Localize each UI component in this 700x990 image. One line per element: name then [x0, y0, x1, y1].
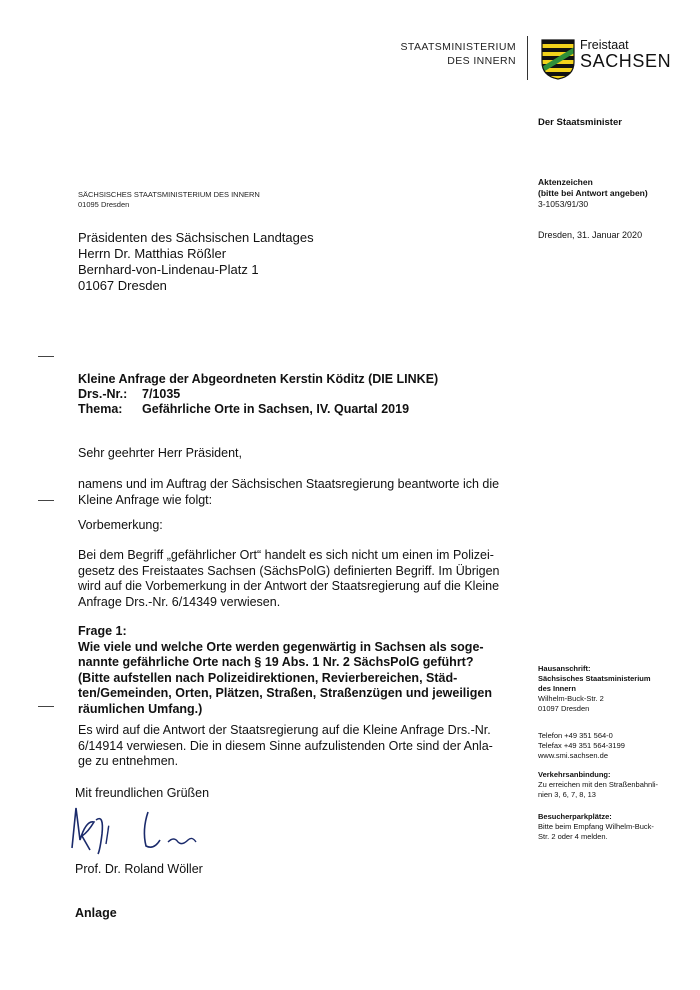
- vorbemerkung-label: Vorbemerkung:: [78, 518, 163, 532]
- letter-date: Dresden, 31. Januar 2020: [538, 230, 643, 240]
- frage-label: Frage 1:: [78, 624, 127, 638]
- antwort-line-1: Es wird auf die Antwort der Staatsregierung auf die Kleine Anfrage Drs.-Nr.: [78, 723, 491, 737]
- ministry-line-2: DES INNERN: [447, 55, 516, 67]
- intro-line-2: Kleine Anfrage wie folgt:: [78, 492, 213, 507]
- recipient-line: 01067 Dresden: [78, 278, 167, 293]
- aktenzeichen-label: Aktenzeichen: [538, 177, 593, 187]
- frage-line-2: nannte gefährliche Orte nach § 19 Abs. 1 Nr. 2 SächsPolG geführt?: [78, 655, 474, 669]
- minister-title: Der Staatsminister: [538, 117, 622, 128]
- sender-line-1: SÄCHSISCHES STAATSMINISTERIUM DES INNERN: [78, 190, 260, 199]
- saxony-crest-icon: [540, 38, 576, 80]
- vorbemerkung-line-1: Bei dem Begriff „gefährlicher Ort“ handelt es sich nicht um einen im Polizei-: [78, 548, 494, 562]
- aktenzeichen-hint: (bitte bei Antwort angeben): [538, 188, 648, 198]
- fold-mark: [38, 706, 54, 707]
- ministry-line-1: STAATSMINISTERIUM: [400, 41, 516, 53]
- sidebar-hausanschrift-line-1: Sächsisches Staatsministerium: [538, 674, 651, 683]
- antwort-line-3: ge zu entnehmen.: [78, 754, 179, 768]
- intro-line-1: namens und im Auftrag der Sächsischen Staatsregierung beantworte ich die: [78, 477, 500, 491]
- recipient-line: Herrn Dr. Matthias Rößler: [78, 246, 227, 261]
- closing-greeting: Mit freundlichen Grüßen: [75, 786, 210, 800]
- sidebar-telefon: Telefon +49 351 564-0: [538, 731, 613, 740]
- subject-drs-row: [78, 387, 438, 402]
- fold-mark: [38, 500, 54, 501]
- frage-block: [78, 624, 510, 717]
- sidebar-parken-line-2: Str. 2 oder 4 melden.: [538, 832, 608, 841]
- recipient-address: [78, 230, 314, 294]
- antwort-paragraph: [78, 723, 510, 770]
- sidebar-parken: [538, 812, 678, 842]
- vorbemerkung-line-3: wird auf die Vorbemerkung in der Antwort der Staatsregierung auf die Kleine: [78, 579, 500, 593]
- recipient-line: Präsidenten des Sächsischen Landtages: [78, 230, 314, 245]
- sidebar-address-line-2: 01097 Dresden: [538, 704, 590, 713]
- ministry-name: [380, 40, 516, 68]
- intro-paragraph: [78, 477, 510, 508]
- frage-line-3: (Bitte aufstellen nach Polizeidirektionen, Revierbereichen, Städ-: [78, 670, 458, 685]
- attachment-label: Anlage: [75, 906, 117, 920]
- subject-thema-row: [78, 402, 438, 417]
- sender-line-2: 01095 Dresden: [78, 200, 130, 209]
- vorbemerkung-paragraph: [78, 548, 510, 610]
- subject-drs-value: 7/1035: [142, 387, 181, 401]
- aktenzeichen-block: [538, 177, 648, 210]
- state-label-freistaat: Freistaat: [580, 38, 629, 52]
- salutation: Sehr geehrter Herr Präsident,: [78, 446, 242, 460]
- sidebar-web: www.smi.sachsen.de: [538, 751, 609, 760]
- sidebar-telefax: Telefax +49 351 564-3199: [538, 741, 625, 750]
- sidebar-parken-label: Besucherparkplätze:: [538, 812, 612, 821]
- signature-icon: [64, 800, 214, 860]
- sidebar-verkehr-line-1: Zu erreichen mit den Straßenbahnli-: [538, 780, 659, 789]
- sidebar-verkehr-label: Verkehrsanbindung:: [538, 770, 611, 779]
- frage-line-5: räumlichen Umfang.): [78, 701, 203, 716]
- sidebar-contact: [538, 731, 678, 761]
- frage-line-4: ten/Gemeinden, Orten, Plätzen, Straßen, Straßenzügen und jeweiligen: [78, 686, 492, 700]
- aktenzeichen-value: 3-1053/91/30: [538, 199, 589, 209]
- vorbemerkung-line-2: gesetz des Freistaates Sachsen (SächsPolG) definierten Begriff. Im Übrigen: [78, 563, 500, 578]
- subject-title: Kleine Anfrage der Abgeordneten Kerstin Köditz (DIE LINKE): [78, 372, 439, 386]
- recipient-line: Bernhard-von-Lindenau-Platz 1: [78, 262, 259, 277]
- sidebar-address-line-1: Wilhelm-Buck-Str. 2: [538, 694, 604, 703]
- vorbemerkung-line-4: Anfrage Drs.-Nr. 6/14349 verwiesen.: [78, 594, 281, 609]
- frage-line-1: Wie viele und welche Orte werden gegenwärtig in Sachsen als soge-: [78, 639, 484, 654]
- sidebar-verkehr: [538, 770, 678, 800]
- header-divider: [527, 36, 528, 80]
- sender-line: [78, 190, 260, 210]
- sidebar-address: [538, 664, 678, 714]
- subject-drs-label: Drs.-Nr.:: [78, 387, 128, 401]
- signer-name: Prof. Dr. Roland Wöller: [75, 862, 203, 876]
- subject-thema-label: Thema:: [78, 402, 123, 416]
- subject-thema-value: Gefährliche Orte in Sachsen, IV. Quartal 2019: [142, 402, 410, 416]
- fold-mark: [38, 356, 54, 357]
- sidebar-hausanschrift-line-2: des Innern: [538, 684, 576, 693]
- antwort-line-2: 6/14914 verwiesen. Die in diesem Sinne aufzulistenden Orte sind der Anla-: [78, 738, 493, 753]
- subject-block: [78, 372, 438, 417]
- state-label-sachsen: SACHSEN: [580, 51, 672, 71]
- sidebar-hausanschrift-label: Hausanschrift:: [538, 664, 591, 673]
- sidebar-verkehr-line-2: nien 3, 6, 7, 8, 13: [538, 790, 596, 799]
- sidebar-parken-line-1: Bitte beim Empfang Wilhelm-Buck-: [538, 822, 654, 831]
